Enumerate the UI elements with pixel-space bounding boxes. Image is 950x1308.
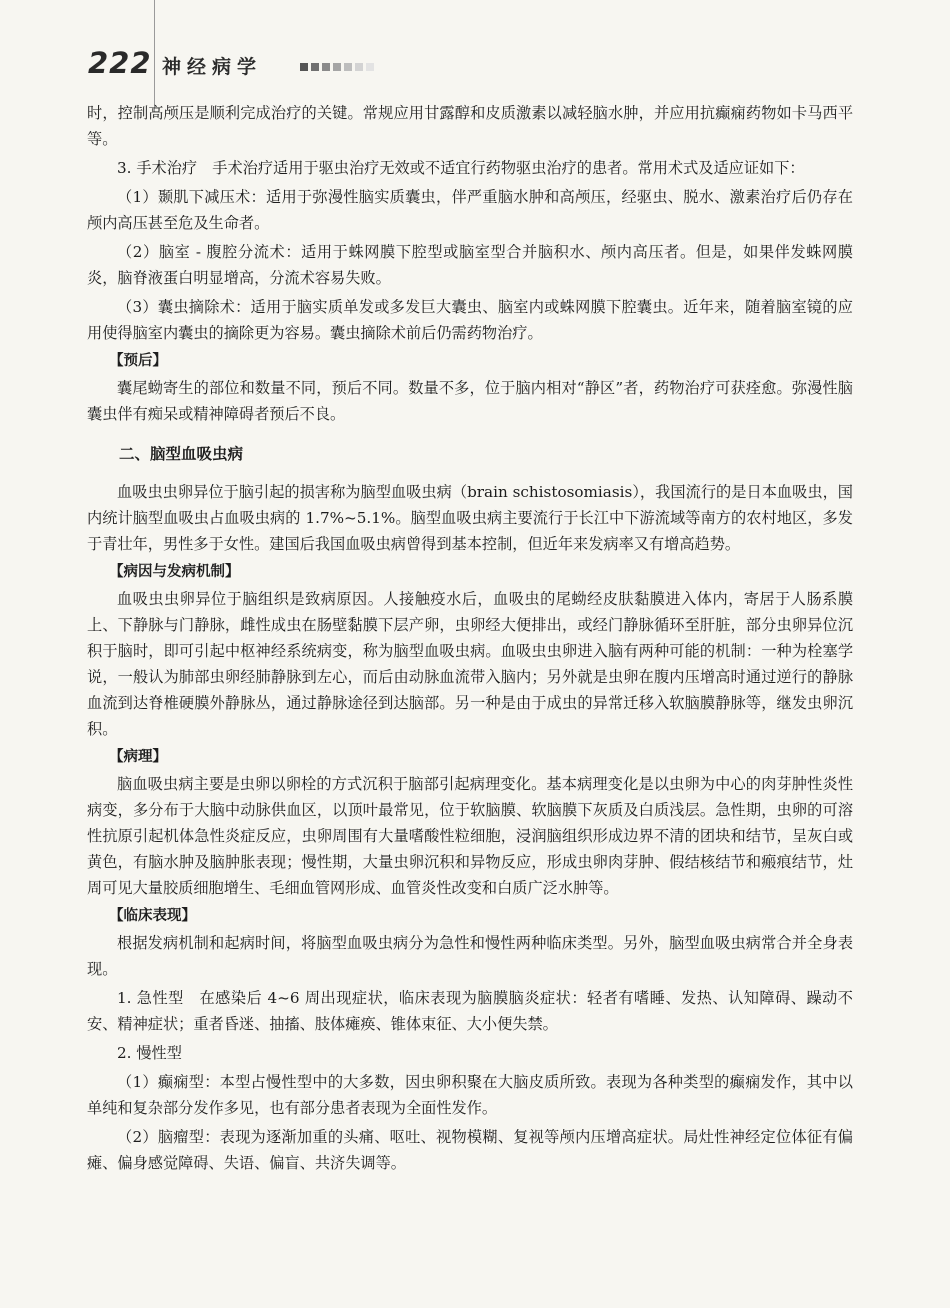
body-paragraph: 脑血吸虫病主要是虫卵以卵栓的方式沉积于脑部引起病理变化。基本病理变化是以虫卵为中心的肉芽肿性炎性病变，多分布于大脑中动脉供血区，以顶叶最常见，位于软脑膜、软脑膜下灰质及白质浅层。急性期，虫卵的可溶性抗原引起机体急性炎症反应，虫卵周围有大量嗜酸性粒细胞，浸润脑组织形成边界不清的团块和结节，呈灰白或黄色，有脑水肿及脑肿胀表现；慢性期，大量虫卵沉积和异物反应，形成虫卵肉芽肿、假结核结节和瘢痕结节，灶周可见大量胶质细胞增生、毛细血管网形成、血管炎性改变和白质广泛水肿等。: [87, 775, 853, 897]
header-decoration-square: [355, 63, 363, 71]
header-vertical-rule: [154, 0, 155, 112]
header-decoration: [300, 63, 374, 71]
body-paragraph: 根据发病机制和起病时间，将脑型血吸虫病分为急性和慢性两种临床类型。另外，脑型血吸虫病常合并全身表现。: [87, 934, 853, 978]
body-paragraph: （2）脑瘤型：表现为逐渐加重的头痛、呕吐、视物模糊、复视等颅内压增高症状。局灶性神经定位体征有偏瘫、偏身感觉障碍、失语、偏盲、共济失调等。: [87, 1128, 853, 1172]
header-decoration-square: [333, 63, 341, 71]
body-paragraph: 血吸虫虫卵异位于脑引起的损害称为脑型血吸虫病（brain schistosomiasis），我国流行的是日本血吸虫，国内统计脑型血吸虫占血吸虫病的 1.7%~5.1%。脑型血吸虫病主要流行于长江中下游流域等南方的农村地区，多发于青壮年，男性多于女性。建国后我国血吸虫病曾得到基本控制，但近年来发病率又有增高趋势。: [87, 483, 853, 553]
body-paragraph: 血吸虫虫卵异位于脑组织是致病原因。人接触疫水后，血吸虫的尾蚴经皮肤黏膜进入体内，寄居于人肠系膜上、下静脉与门静脉，雌性成虫在肠壁黏膜下层产卵，虫卵经大便排出，或经门静脉循环至肝脏，部分虫卵异位沉积于脑时，即可引起中枢神经系统病变，称为脑型血吸虫病。血吸虫虫卵进入脑有两种可能的机制：一种为栓塞学说，一般认为肺部虫卵经肺静脉到左心，而后由动脉血流带入脑内；另外就是虫卵在腹内压增高时通过逆行的静脉血流到达脊椎硬膜外静脉丛，通过静脉途径到达脑部。另一种是由于成虫的异常迁移入软脑膜静脉等，继发虫卵沉积。: [87, 590, 853, 738]
page-number: 222: [88, 46, 152, 80]
body-paragraph: （1）癫痫型：本型占慢性型中的大多数，因虫卵积聚在大脑皮质所致。表现为各种类型的癫痫发作，其中以单纯和复杂部分发作多见，也有部分患者表现为全面性发作。: [87, 1073, 853, 1117]
subsection-heading: 【病因与发病机制】: [109, 564, 240, 580]
header-decoration-square: [311, 63, 319, 71]
body-paragraph: 3. 手术治疗 手术治疗适用于驱虫治疗无效或不适宜行药物驱虫治疗的患者。常用术式及适应证如下：: [117, 159, 805, 177]
header-decoration-square: [344, 63, 352, 71]
body-paragraph: （2）脑室 - 腹腔分流术：适用于蛛网膜下腔型或脑室型合并脑积水、颅内高压者。但是，如果伴发蛛网膜炎，脑脊液蛋白明显增高，分流术容易失败。: [87, 243, 853, 287]
subsection-heading: 【预后】: [109, 353, 167, 369]
body-paragraph: 2. 慢性型: [117, 1044, 182, 1062]
book-title: 神经病学: [162, 56, 263, 78]
body-paragraph: （3）囊虫摘除术：适用于脑实质单发或多发巨大囊虫、脑室内或蛛网膜下腔囊虫。近年来，随着脑室镜的应用使得脑室内囊虫的摘除更为容易。囊虫摘除术前后仍需药物治疗。: [87, 298, 853, 342]
body-paragraph: 时，控制高颅压是顺利完成治疗的关键。常规应用甘露醇和皮质激素以减轻脑水肿，并应用抗癫痫药物如卡马西平等。: [87, 104, 853, 148]
subsection-heading: 【临床表现】: [109, 908, 196, 924]
page-body: [87, 100, 853, 1179]
section-heading: 二、脑型血吸虫病: [119, 445, 244, 463]
header-decoration-square: [300, 63, 308, 71]
header-decoration-square: [322, 63, 330, 71]
body-paragraph: 囊尾蚴寄生的部位和数量不同，预后不同。数量不多，位于脑内相对“静区”者，药物治疗可获痊愈。弥漫性脑囊虫伴有痴呆或精神障碍者预后不良。: [87, 379, 853, 423]
body-paragraph: （1）颞肌下减压术：适用于弥漫性脑实质囊虫，伴严重脑水肿和高颅压，经驱虫、脱水、激素治疗后仍存在颅内高压甚至危及生命者。: [87, 188, 853, 232]
body-paragraph: 1. 急性型 在感染后 4~6 周出现症状，临床表现为脑膜脑炎症状：轻者有嗜睡、发热、认知障碍、躁动不安、精神症状；重者昏迷、抽搐、肢体瘫痪、锥体束征、大小便失禁。: [87, 989, 853, 1033]
header-decoration-square: [366, 63, 374, 71]
page-header: [88, 38, 888, 86]
subsection-heading: 【病理】: [109, 749, 167, 765]
